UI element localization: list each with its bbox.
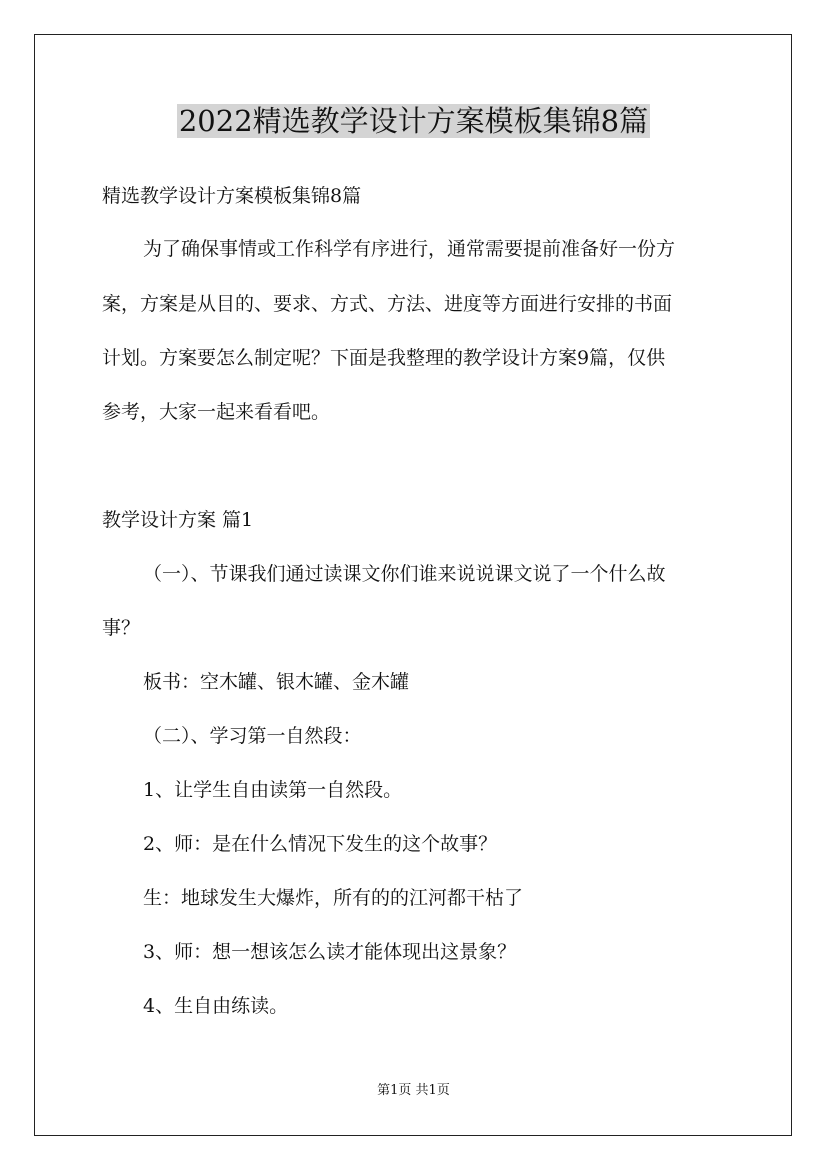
- intro-line-3: 计划。方案要怎么制定呢？下面是我整理的教学设计方案9篇，仅供: [102, 347, 666, 369]
- student-answer: 生：地球发生大爆炸，所有的的江河都干枯了: [143, 887, 524, 909]
- intro-line-1: 为了确保事情或工作科学有序进行，通常需要提前准备好一份方: [143, 238, 676, 260]
- intro-line-2: 案，方案是从目的、要求、方式、方法、进度等方面进行安排的书面: [102, 293, 673, 315]
- document-title: [0, 100, 827, 142]
- document-subtitle: 精选教学设计方案模板集锦8篇: [102, 185, 362, 207]
- paragraph-1-line-1: （一）、节课我们通过读课文你们谁来说说课文说了一个什么故: [143, 563, 666, 585]
- list-item-2: 2、师：是在什么情况下发生的这个故事？: [143, 833, 498, 855]
- section-heading: 教学设计方案 篇1: [102, 509, 254, 531]
- paragraph-1-line-2: 事？: [102, 617, 141, 639]
- page-footer: 第1页 共1页: [377, 1083, 450, 1098]
- document-title-text: 2022精选教学设计方案模板集锦8篇: [178, 104, 649, 138]
- list-item-3: 3、师：想一想该怎么读才能体现出这景象？: [143, 941, 517, 963]
- intro-line-4: 参考，大家一起来看看吧。: [102, 401, 331, 423]
- part-two-heading: （二）、学习第一自然段：: [143, 725, 362, 747]
- board-notes: 板书：空木罐、银木罐、金木罐: [143, 671, 410, 693]
- list-item-4: 4、生自由练读。: [143, 995, 289, 1017]
- list-item-1: 1、让学生自由读第一自然段。: [143, 779, 403, 801]
